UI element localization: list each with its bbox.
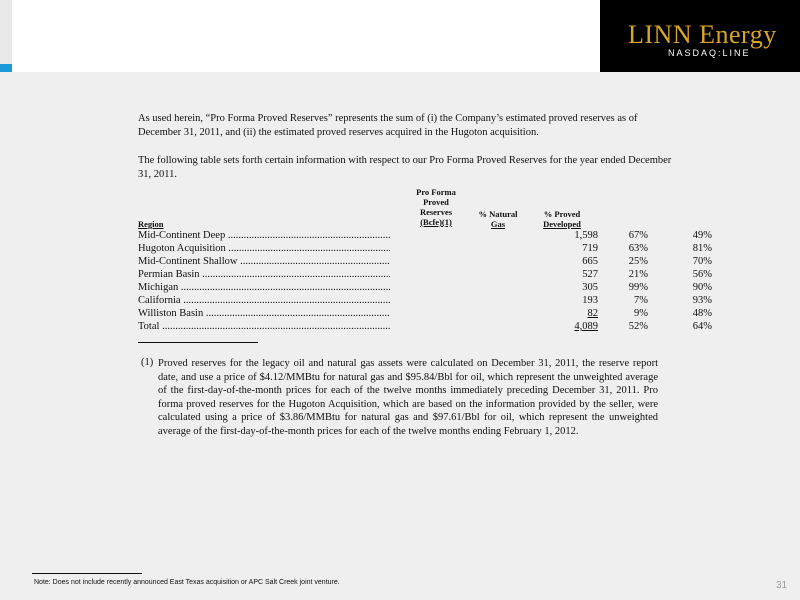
region-name: California ..... [138, 295, 390, 307]
header-gas-line2: Gas [490, 219, 506, 229]
header-region: Region [138, 219, 164, 229]
header-banner [12, 0, 600, 72]
reserves-value: 305 [582, 282, 598, 293]
table-row [138, 230, 712, 242]
header-gas-line1: % Natural [478, 209, 518, 219]
lead-paragraph: The following table sets forth certain information with respect to our Pro Forma Proved Reserves for the year ended December 31, 2011. [138, 155, 672, 180]
reserves-value: 4,089 [574, 321, 598, 332]
region-name: Total ..... [138, 321, 390, 333]
header-reserves [412, 187, 460, 227]
gas-value: 99% [628, 282, 648, 293]
reserves-value: 527 [582, 269, 598, 280]
table-row [138, 308, 712, 320]
developed-value: 70% [692, 256, 712, 267]
note-divider [32, 573, 142, 574]
developed-value: 64% [692, 321, 712, 332]
region-name: Michigan ..... [138, 282, 390, 294]
reserves-value: 665 [582, 256, 598, 267]
header-proved-developed [532, 209, 592, 229]
developed-value: 93% [692, 295, 712, 306]
page-note: Note: Does not include recently announced East Texas acquisition or APC Salt Creek joint venture. [34, 579, 340, 586]
header-dev-line2: Developed [543, 219, 581, 229]
gas-value: 7% [634, 295, 648, 306]
header-reserves-line4: (Bcfe)(1) [420, 217, 452, 227]
reserves-value: 719 [582, 243, 598, 254]
region-name: Permian Basin ..... [138, 269, 390, 281]
header-reserves-line2: Proved [423, 197, 449, 207]
reserves-value: 1,598 [574, 230, 598, 241]
page-number: 31 [776, 580, 788, 591]
header-reserves-line3: Reserves [419, 207, 453, 217]
developed-value: 56% [692, 269, 712, 280]
gas-value: 9% [634, 308, 648, 319]
reserves-value: 193 [582, 295, 598, 306]
region-name: Mid-Continent Deep ..... [138, 230, 390, 242]
reserves-value: 82 [587, 308, 598, 319]
region-name: Hugoton Acquisition ..... [138, 243, 390, 255]
gas-value: 52% [628, 321, 648, 332]
table-row [138, 269, 712, 281]
developed-value: 81% [692, 243, 712, 254]
header-natural-gas [470, 209, 526, 229]
footnote-marker: (1) [141, 357, 154, 368]
table-row [138, 256, 712, 268]
gas-value: 67% [628, 230, 648, 241]
table-row [138, 295, 712, 307]
developed-value: 48% [692, 308, 712, 319]
gas-value: 63% [628, 243, 648, 254]
gas-value: 21% [628, 269, 648, 280]
region-name: Mid-Continent Shallow ..... [138, 256, 390, 268]
header-reserves-line1: Pro Forma [416, 187, 456, 197]
region-name: Williston Basin ..... [138, 308, 390, 320]
header-side-bar [0, 0, 12, 72]
developed-value: 49% [692, 230, 712, 241]
table-row-total [138, 321, 712, 333]
table-row [138, 282, 712, 294]
gas-value: 25% [628, 256, 648, 267]
developed-value: 90% [692, 282, 712, 293]
logo-name: LINN Energy [628, 20, 777, 49]
header-dev-line1: % Proved [543, 209, 581, 219]
footnote-divider [138, 342, 258, 343]
footnote-text: Proved reserves for the legacy oil and natural gas assets were calculated on December 31, 2011, the reserve report date, and use a price of $4.12/MMBtu for natural gas and $95.84/Bbl for oil, which represent the unweighted average of the first-day-of-the-month prices for each of the twelve months immediately preceding December 31, 2011. Pro forma proved reserves for the Hugoton Acquisition, which are based on the information provided by the seller, were calculated using a price of $3.86/MMBtu for natural gas and $97.61/Bbl for oil, which represent the unweighted average of the first-day-of-the-month prices for each of the twelve months ending February 1, 2012. [158, 358, 658, 437]
intro-paragraph: As used herein, “Pro Forma Proved Reserves” represents the sum of (i) the Company’s estimated proved reserves as of December 31, 2011, and (ii) the estimated proved reserves acquired in the Hugoton acquisition. [138, 113, 638, 138]
logo-ticker: NASDAQ:LINE [668, 48, 751, 58]
table-row [138, 243, 712, 255]
header-accent-bar [0, 64, 12, 72]
